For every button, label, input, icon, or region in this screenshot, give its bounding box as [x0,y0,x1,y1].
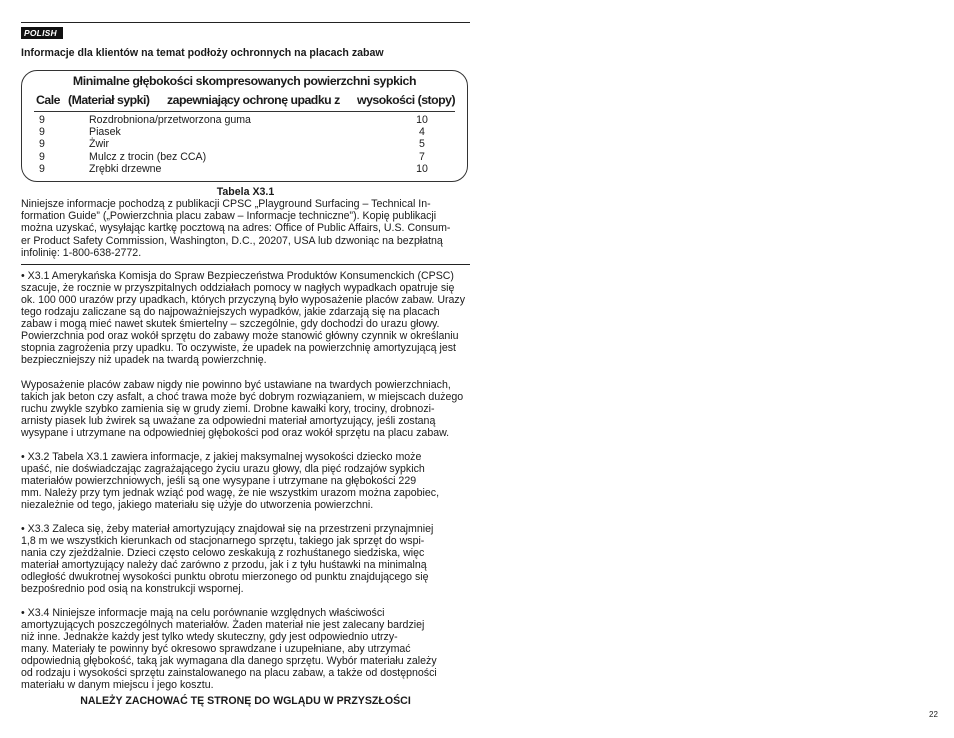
paragraph-x3-2 [21,451,470,511]
text-line: ok. 100 000 urazów przy upadkach, których przyczyną było wyposażenie placów zabaw. Urazy [21,294,465,306]
table-row [22,163,467,175]
text-line: • X3.4 Niniejsze informacje mają na celu porównanie względnych właściwości [21,607,385,619]
table-row [22,114,467,126]
source-line: formation Guide” („Powierzchnia placu zabaw – Informacje techniczne”). Kopię publikacji [21,210,437,223]
source-line: można uzyskać, wysyłając kartkę pocztową na adres: Office of Public Affairs, U.S. Consum- [21,222,451,235]
page-number: 22 [929,710,938,719]
header-block [21,22,470,59]
text-line: 1,8 m we wszystkich kierunkach od stacjonarnego sprzętu, takiego jak sprzęt do wspi- [21,535,425,547]
text-line: bezpieczniejszy niż upadek na twardą powierzchnię. [21,354,267,366]
cell-feet: 5 [419,138,425,151]
table-row [22,126,467,138]
text-line: amortyzujących poszczególnych materiałów. Żaden materiał nie jest zalecany bardziej [21,619,425,631]
col-header-material: (Materiał sypki) [68,93,150,107]
text-line: many. Materiały te powinny być okresowo sprawdzane i uzupełniane, aby utrzymać [21,643,411,655]
keep-page-notice: NALEŻY ZACHOWAĆ TĘ STRONĘ DO WGLĄDU W PRZYSZŁOŚCI [80,695,411,707]
text-line: materiału w danym miejscu i jego kosztu. [21,679,214,691]
paragraph-surfaces [21,379,470,439]
text-line: bezpośrednio pod osią na konstrukcji wspornej. [21,583,244,595]
text-line: Wyposażenie placów zabaw nigdy nie powinno być ustawiane na twardych powierzchniach, [21,379,451,391]
text-line: wysypane i utrzymane na odpowiedniej głębokości pod oraz wokół sprzętu na placu zabaw. [21,427,450,439]
text-line: materiał amortyzujący należy dać zarówno z przodu, jak i z tyłu huśtawki na minimalną [21,559,427,571]
text-line: arnisty piasek lub żwirek są uważane za odpowiedni materiał amortyzujący, jeśli zostaną [21,415,436,427]
table-row [22,138,467,150]
cell-material: Piasek [89,126,121,139]
page-heading: Informacje dla klientów na temat podłoży ochronnych na placach zabaw [21,47,384,59]
top-rule [21,22,470,23]
table-body [22,114,467,175]
source-note [21,198,470,259]
col-header-feet: wysokości (stopy) [357,93,456,107]
language-tag: POLISH [21,27,63,39]
text-line: ruchu zwykle szybko zamienia się w grudy ziemi. Drobne kawałki kory, trociny, drobnozi- [21,403,435,415]
text-line: zabaw i mogą mieć nawet skutek śmiertelny – szczególnie, gdy dochodzi do urazu głowy. [21,318,440,330]
text-line: odległość dwukrotnej wysokości punktu obrotu mierzonego od punktu znajdującego się [21,571,429,583]
cell-inches: 9 [39,162,45,175]
section-divider [21,264,470,265]
cell-inches: 9 [39,126,45,139]
paragraph-x3-1 [21,270,470,366]
source-line: infolinię: 1-800-638-2772. [21,246,142,259]
table-title: Minimalne głębokości skompresowanych powierzchni sypkich [72,74,417,88]
cell-feet: 7 [419,150,425,163]
text-line: • X3.3 Zaleca się, żeby materiał amortyzujący znajdował się na przestrzeni przynajmniej [21,523,434,535]
text-line: niezależnie od tego, jakiego materiału się użyje do utworzenia powierzchni. [21,499,374,511]
text-line: tego rodzaju zaliczane są do najpoważniejszych wypadków, jakie zdarzają się na placach [21,306,440,318]
source-line: er Product Safety Commission, Washington, D.C., 20207, USA lub dzwoniąc na bezpłatną [21,234,443,247]
table-row [22,151,467,163]
paragraph-x3-4 [21,607,470,691]
text-line: • X3.2 Tabela X3.1 zawiera informacje, z jakiej maksymalnej wysokości dziecko może [21,451,422,463]
cell-material: Rozdrobniona/przetworzona guma [89,114,251,126]
depth-table [21,70,468,182]
cell-feet: 4 [419,126,425,139]
text-line: szacuje, że rocznie w przyszpitalnych oddziałach pomocy w nagłych wypadkach opatruje się [21,282,455,294]
text-line: upaść, nie doświadczając zagrażającego życiu urazu głowy, dla pięć rodzajów sypkich [21,463,425,475]
text-line: Powierzchnia pod oraz wokół sprzętu do zabawy może stanowić główny czynnik w określaniu [21,330,459,342]
table-caption: Tabela X3.1 [216,186,275,198]
cell-inches: 9 [39,138,45,151]
cell-material: Żwir [89,138,110,151]
source-line: Niniejsze informacje pochodzą z publikacji CPSC „Playground Surfacing – Technical In- [21,198,431,210]
cell-feet: 10 [416,162,428,175]
header-divider [34,111,455,112]
cell-inches: 9 [39,114,45,126]
col-header-inches: Cale [36,93,60,107]
text-line: • X3.1 Amerykańska Komisja do Spraw Bezpieczeństwa Produktów Konsumenckich (CPSC) [21,270,454,282]
text-line: stopnia zagrożenia przy upadku. To oczywiste, że upadek na powierzchnię amortyzującą jest [21,342,456,354]
paragraph-x3-3 [21,523,470,595]
text-line: nania czy zjeżdżalnie. Dzieci często celowo zeskakują z rozhuśtanego siedziska, więc [21,547,425,559]
text-line: mm. Należy przy tym jednak wziąć pod wagę, że nie wszystkim urazom można zapobiec, [21,487,440,499]
cell-material: Zrębki drzewne [89,162,162,175]
text-line: niż inne. Jednakże każdy jest tylko wtedy skuteczny, gdy jest odpowiednio utrzy- [21,631,398,643]
col-header-protection: zapewniający ochronę upadku z [167,93,340,107]
cell-material: Mulcz z trocin (bez CCA) [89,150,207,163]
text-line: materiałów powierzchniowych, jeśli są one wysypane i utrzymane na głębokości 229 [21,475,417,487]
cell-inches: 9 [39,150,45,163]
text-line: takich jak beton czy asfalt, a choć trawa może być dobrym rozwiązaniem, w miejscach dużego [21,391,464,403]
text-line: od rodzaju i wysokości sprzętu zainstalowanego na placu zabaw, a także od dostępności [21,667,437,679]
cell-feet: 10 [416,114,428,126]
text-line: odpowiednią głębokość, taką jak wymagana dla danego sprzętu. Wybór materiału zależy [21,655,437,667]
